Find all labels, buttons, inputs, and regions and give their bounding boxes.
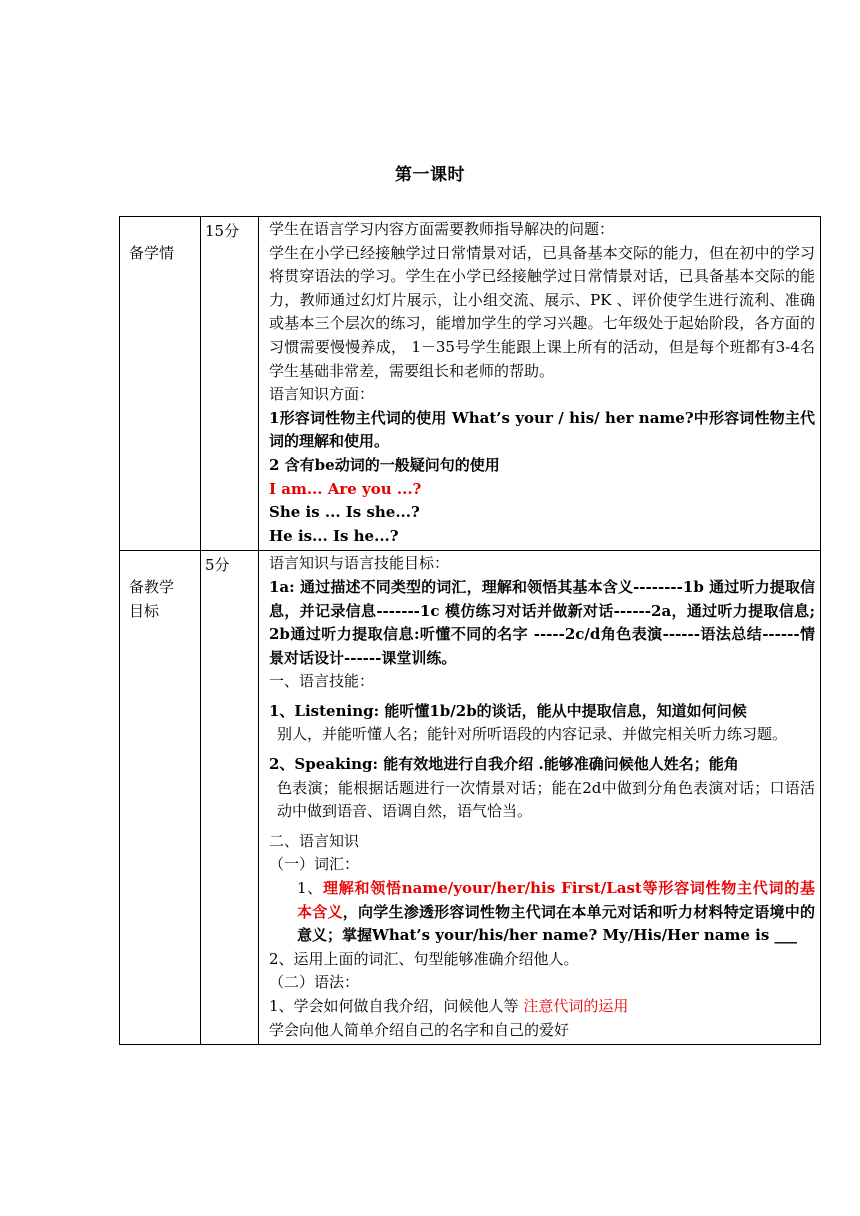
content-line: 2、Speaking: 能有效地进行自我介绍 .能够准确问候他人姓名；能角 bbox=[269, 755, 739, 774]
content-paragraph: 1形容词性物主代词的使用 What’s your / his/ her name?中形容词性物主代词的理解和使用。 bbox=[269, 408, 815, 451]
content-line: 学会向他人简单介绍自己的名字和自己的爱好 bbox=[269, 1020, 570, 1039]
row-label-student-analysis bbox=[120, 217, 201, 551]
content-text: 1、学会如何做自我介绍，问候他人等 bbox=[269, 997, 524, 1015]
row-label-teaching-goals bbox=[120, 551, 201, 1045]
content-line: （二）语法： bbox=[269, 973, 360, 992]
content-paragraph: 别人，并能听懂人名；能针对所听语段的内容记录、并做完相关听力练习题。 bbox=[277, 725, 788, 744]
row-label-text: 备教学 bbox=[129, 578, 175, 597]
content-line: 二、语言知识 bbox=[269, 831, 360, 850]
content-paragraph bbox=[269, 877, 815, 948]
content-line bbox=[269, 454, 815, 478]
highlight-text: 注意代词的运用 bbox=[523, 997, 629, 1015]
content-paragraph: 1a: 通过描述不同类型的词汇，理解和领悟其基本含义--------1b 通过听力提取信息，并记录信息-------1c 模仿练习对话并做新对话------2a，通过听力提取信息; 2b通过听力提取信息:听懂不同的名字 -----2c/d角色表演------语法总结------情景对话设计------课堂训练。 bbox=[269, 577, 815, 667]
lesson-plan-table bbox=[119, 216, 821, 1045]
content-line bbox=[269, 995, 815, 1019]
content-paragraph: 色表演；能根据话题进行一次情景对话；能在2d中做到分角色表演对话；口语活动中做到语音、语调自然，语气恰当。 bbox=[277, 778, 815, 821]
content-line: 一、语言技能： bbox=[269, 672, 375, 691]
row-time-teaching-goals bbox=[201, 551, 259, 1045]
content-text: ，向学生渗透形容词性物主代词在本单元对话和听力材料特定语境中的意义；掌握What’s your/his/her name? My/His/Her name is ___ bbox=[297, 902, 815, 945]
content-line: 学生在语言学习内容方面需要教师指导解决的问题： bbox=[269, 220, 615, 238]
content-line: 2、运用上面的词汇、句型能够准确介绍他人。 bbox=[269, 949, 579, 968]
highlight-line: I am... Are you ...? bbox=[269, 479, 422, 498]
page-title: 第一课时 bbox=[395, 165, 465, 185]
table-row-student-analysis bbox=[120, 217, 821, 551]
row-content-student-analysis bbox=[259, 217, 821, 551]
highlight-text: 理解和领悟name/your/her/his First/Last等形容词性物主代词的基本含义 bbox=[297, 879, 815, 921]
content-line: 1、Listening: 能听懂1b/2b的谈话，能从中提取信息，知道如何问候 bbox=[269, 701, 747, 720]
content-text: 2 含有be动词的一般疑问句的使用 bbox=[269, 455, 500, 474]
content-line: He is... Is he...? bbox=[269, 526, 399, 545]
content-line: 语言知识与语言技能目标： bbox=[269, 554, 450, 573]
content-line: （一）词汇： bbox=[269, 855, 360, 874]
content-text: 1、 bbox=[297, 879, 324, 898]
row-label-text: 备学情 bbox=[129, 244, 175, 262]
table-row-teaching-goals bbox=[120, 551, 821, 1045]
content-line: 语言知识方面： bbox=[269, 385, 375, 404]
row-time-student-analysis bbox=[201, 217, 259, 551]
row-content-teaching-goals bbox=[259, 551, 821, 1045]
content-paragraph: 学生在小学已经接触学过日常情景对话，已具备基本交际的能力，但在初中的学习将贯穿语法的学习。学生在小学已经接触学过日常情景对话，已具备基本交际的能力，教师通过幻灯片展示，让小组交流、展示、PK 、评价使学生进行流利、准确或基本三个层次的练习，能增加学生的学习兴趣。七年级处于起始阶段，各方面的习惯需要慢慢养成， 1－35号学生能跟上课上所有的活动，但是每个班都有3-4名学生基础非常差，需要组长和老师的帮助。 bbox=[269, 243, 815, 380]
content-line: She is ... Is she...? bbox=[269, 503, 420, 522]
row-label-text: 目标 bbox=[129, 602, 160, 621]
time-text: 5分 bbox=[205, 556, 230, 575]
time-text: 15分 bbox=[205, 222, 240, 240]
